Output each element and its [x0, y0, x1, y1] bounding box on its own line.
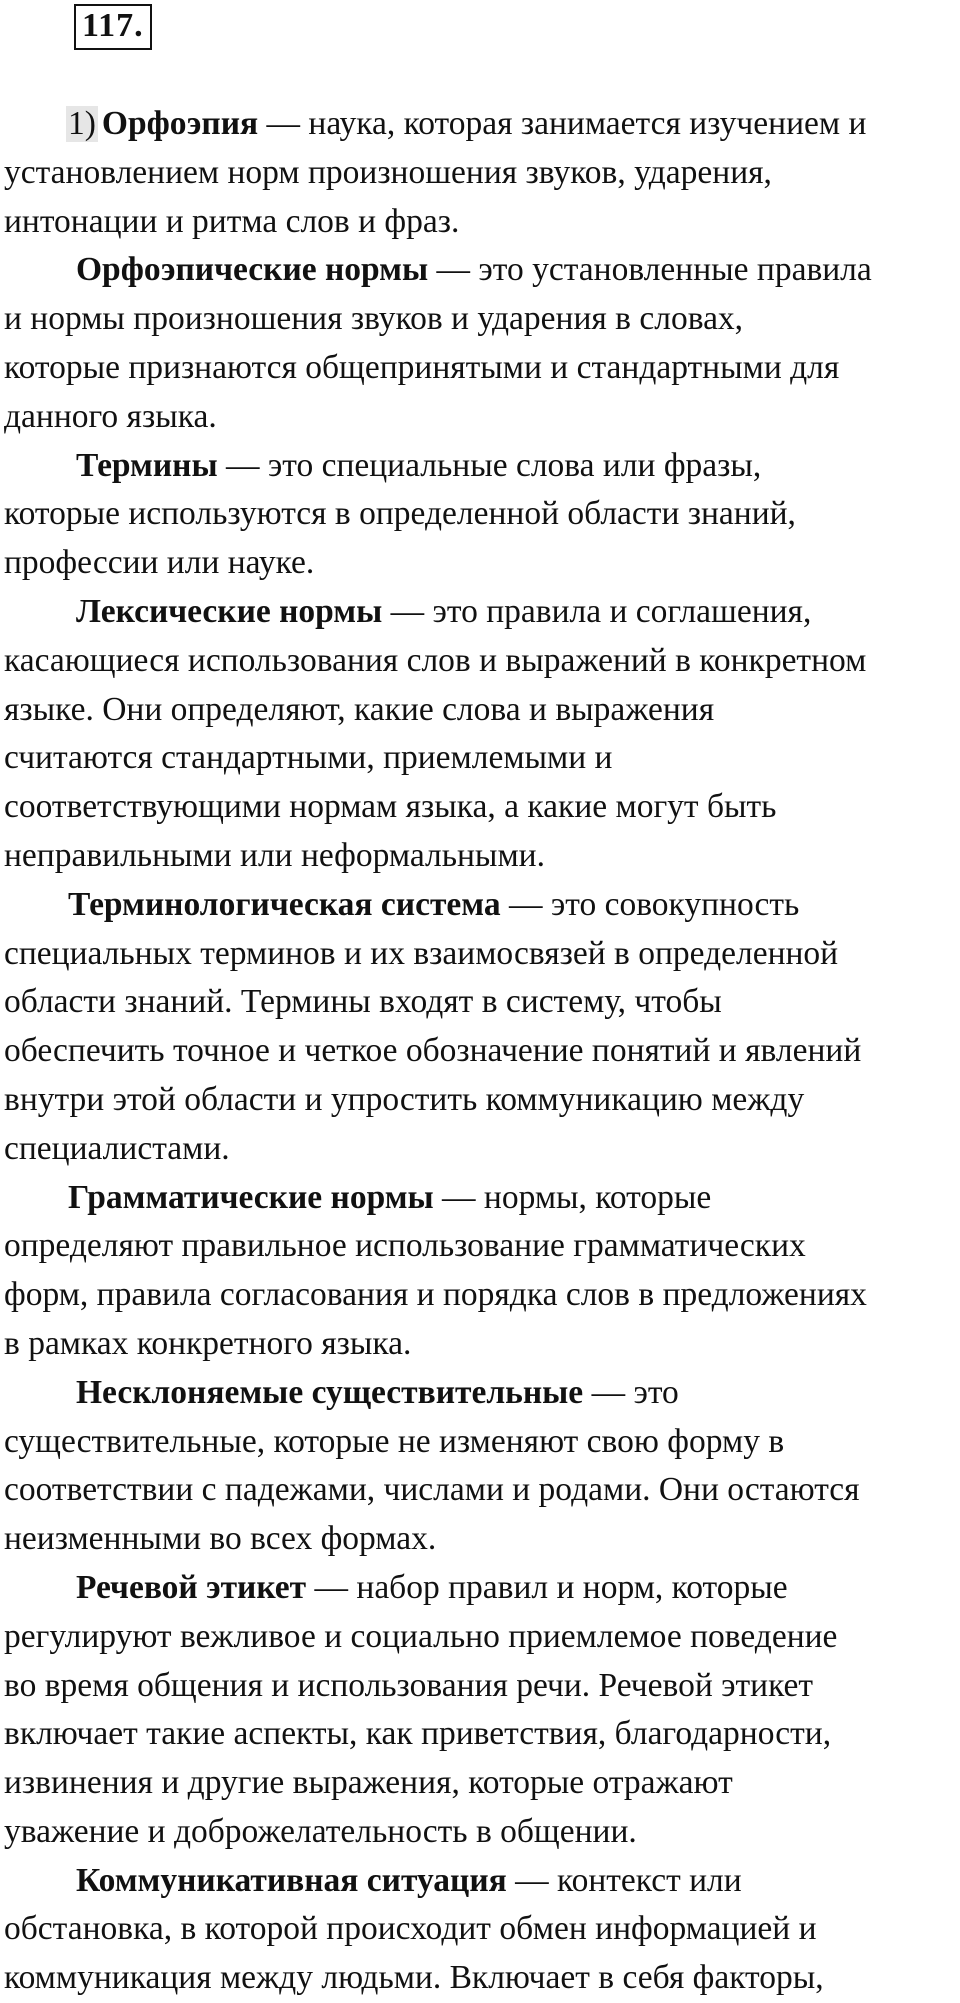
text-line: извинения и другие выражения, которые отражают [4, 1764, 733, 1802]
definition-start: — набор правил и норм, которые [306, 1568, 788, 1606]
exercise-number-box: 117. [74, 4, 152, 50]
text-line: обстановка, в которой происходит обмен информацией и [4, 1910, 817, 1948]
paragraph-first-line [4, 881, 956, 930]
text-line: интонации и ритма слов и фраз. [4, 202, 460, 240]
paragraph-first-line [4, 588, 956, 637]
text-line: соответствии с падежами, числами и родами. Они остаются [4, 1471, 860, 1509]
text-line: во время общения и использования речи. Речевой этикет [4, 1666, 814, 1704]
text-line: касающиеся использования слов и выражений в конкретном [4, 641, 867, 679]
term-terms: Термины [76, 446, 218, 484]
definition-start: — это [583, 1373, 679, 1411]
paragraph-indeclinable-nouns [4, 1369, 956, 1564]
text-line: профессии или науке. [4, 544, 315, 582]
text-line: области знаний. Термины входят в систему, чтобы [4, 983, 722, 1021]
text-line: форм, правила согласования и порядка слов в предложениях [4, 1276, 867, 1314]
definition-start: — это специальные слова или фразы, [217, 446, 762, 484]
text-line: существительные, которые не изменяют свою форму в [4, 1422, 785, 1460]
text-line: уважение и доброжелательность в общении. [4, 1812, 637, 1850]
text-line: неизменными во всех формах. [4, 1520, 437, 1558]
text-line: установлением норм произношения звуков, ударения, [4, 153, 772, 191]
item-marker: 1) [68, 105, 96, 142]
paragraph-grammatical-norms [4, 1174, 956, 1369]
text-line: обеспечить точное и четкое обозначение понятий и явлений [4, 1032, 862, 1070]
paragraph-first-line [4, 1369, 956, 1418]
paragraph-first-line [4, 246, 956, 295]
text-line: определяют правильное использование грамматических [4, 1227, 806, 1265]
text-line: считаются стандартными, приемлемыми и [4, 739, 613, 777]
text-line: данного языка. [4, 397, 217, 435]
paragraph-speech-etiquette [4, 1564, 956, 1857]
text-line: коммуникация между людьми. Включает в себя факторы, [4, 1959, 824, 1997]
text-line: внутри этой области и упростить коммуникацию между [4, 1080, 805, 1118]
paragraph-orthoepic-norms [4, 246, 956, 441]
term-orthoepic-norms: Орфоэпические нормы [76, 251, 429, 289]
text-line: и нормы произношения звуков и ударения в словах, [4, 300, 744, 338]
term-lexical-norms: Лексические нормы [76, 592, 383, 630]
paragraph-terms [4, 442, 956, 588]
term-terminology-system: Терминологическая система [68, 885, 501, 923]
text-line: специальных терминов и их взаимосвязей в определенной [4, 934, 839, 972]
term-communicative-situation: Коммуникативная ситуация [76, 1861, 507, 1899]
paragraph-first-line [4, 100, 956, 149]
term-grammatical-norms: Грамматические нормы [68, 1178, 434, 1216]
paragraph-communicative-situation [4, 1857, 956, 2003]
paragraph-first-line [4, 1174, 956, 1223]
definition-start: — наука, которая занимается изучением и [258, 105, 867, 142]
term-speech-etiquette: Речевой этикет [76, 1568, 307, 1606]
text-line: специалистами. [4, 1129, 230, 1167]
text-line: которые признаются общепринятыми и стандартными для [4, 348, 840, 386]
paragraph-terminology-system [4, 881, 956, 1174]
definition-start: — контекст или [506, 1861, 742, 1899]
text-line: неправильными или неформальными. [4, 836, 545, 874]
paragraph-first-line [4, 1857, 956, 1906]
definitions-text [4, 100, 956, 2003]
text-line: включает такие аспекты, как приветствия, благодарности, [4, 1715, 832, 1753]
definition-start: — это правила и соглашения, [382, 592, 812, 630]
paragraph-first-line [4, 1564, 956, 1613]
text-line: которые используются в определенной области знаний, [4, 495, 796, 533]
term-orthoepy: Орфоэпия [101, 105, 259, 142]
term-indeclinable-nouns: Несклоняемые существительные [76, 1373, 584, 1411]
text-line: в рамках конкретного языка. [4, 1324, 412, 1362]
text-line: языке. Они определяют, какие слова и выражения [4, 690, 715, 728]
definition-start: — это установленные правила [428, 251, 872, 289]
text-line: соответствующими нормам языка, а какие могут быть [4, 788, 777, 826]
paragraph-first-line [4, 442, 956, 491]
text-line: регулируют вежливое и социально приемлемое поведение [4, 1617, 838, 1655]
paragraph-orthoepy [4, 100, 956, 246]
definition-start: — нормы, которые [433, 1178, 712, 1216]
paragraph-lexical-norms [4, 588, 956, 881]
definition-start: — это совокупность [500, 885, 800, 923]
